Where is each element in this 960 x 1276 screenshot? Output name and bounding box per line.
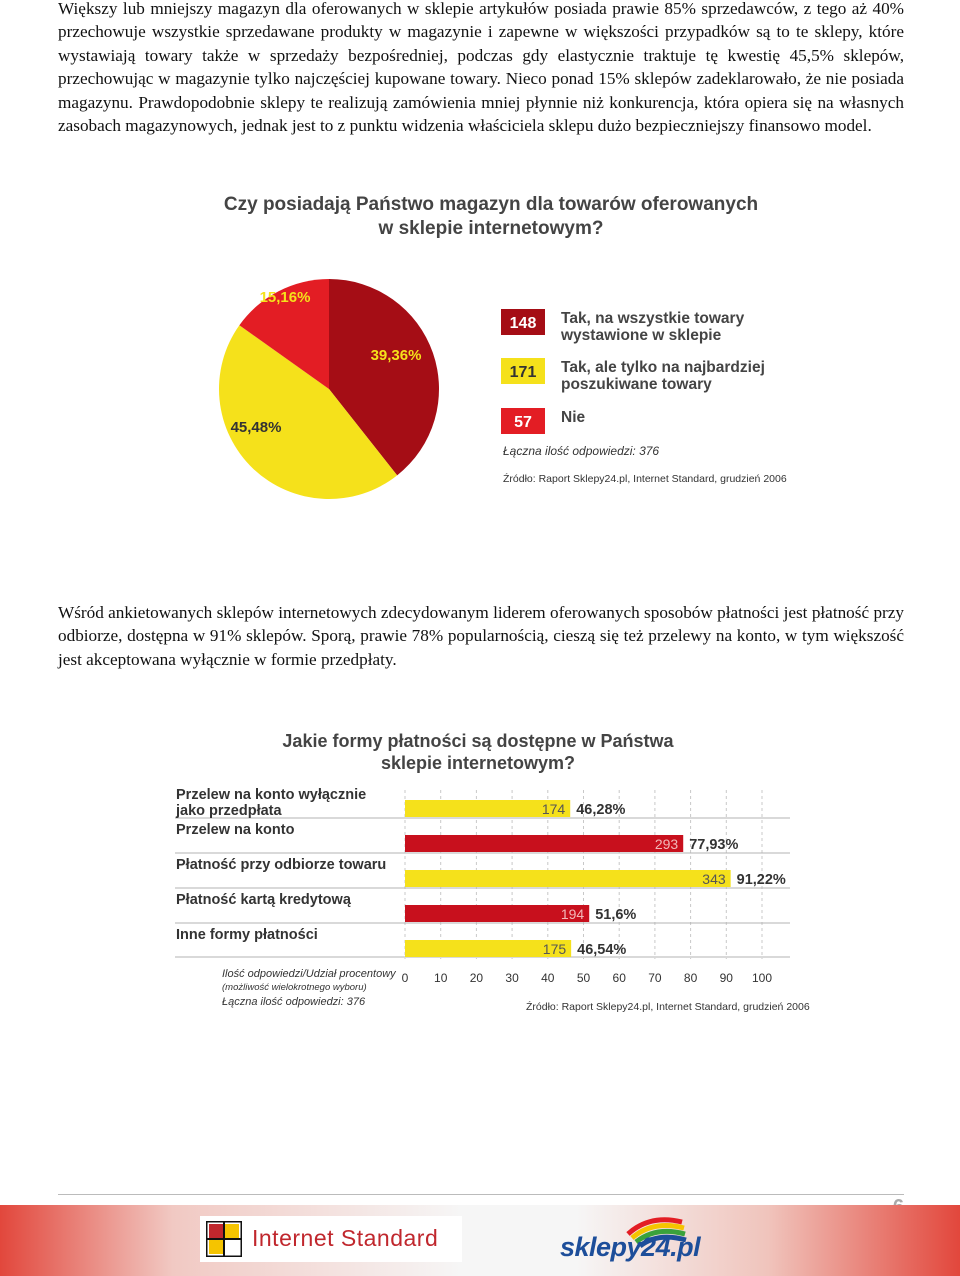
legend-label-line2: poszukiwane towary	[561, 376, 712, 393]
bar-count-label: 174	[541, 801, 566, 817]
footer-divider	[58, 1194, 904, 1195]
legend-label: Tak, na wszystkie towary	[561, 310, 745, 327]
pie-source: Źródło: Raport Sklepy24.pl, Internet Standard, grudzień 2006	[503, 473, 787, 485]
x-tick-label: 30	[505, 971, 519, 985]
bar-count-label: 293	[654, 836, 679, 852]
x-tick-label: 70	[648, 971, 662, 985]
paragraph-payments: Wśród ankietowanych sklepów internetowych zdecydowanym liderem oferowanych sposobów płatności jest płatność przy odbiorze, dostępna w 91% sklepów. Sporą, prawie 78% popularnością, cieszą się też przelewy na konto, w tym większość jest akceptowana wyłącznie w formie przedpłaty.	[58, 603, 904, 669]
internet-standard-logo	[200, 1216, 462, 1262]
bar-chart	[0, 700, 960, 1030]
x-tick-label: 10	[434, 971, 448, 985]
internet-standard-logo-mark-icon	[206, 1221, 242, 1257]
bar-category-label: Przelew na konto	[176, 822, 295, 838]
x-tick-label: 90	[719, 971, 733, 985]
pie-slices	[219, 279, 439, 499]
pie-title-line1: Czy posiadają Państwo magazyn dla towarów oferowanych	[223, 194, 759, 215]
legend-label: Nie	[561, 409, 586, 426]
bar-count-label: 194	[560, 906, 585, 922]
legend-count: 148	[509, 315, 537, 332]
bar-category-label: Przelew na konto wyłącznie	[176, 787, 367, 803]
bar-title-line1: Jakie formy płatności są dostępne w Państwa	[282, 731, 674, 751]
x-tick-label: 0	[401, 971, 409, 985]
footer-band	[0, 1205, 960, 1276]
legend-count: 57	[514, 414, 532, 431]
bar	[405, 870, 731, 887]
bar-category-label: jako przedpłata	[176, 803, 282, 819]
x-tick-label: 100	[751, 971, 773, 985]
bar-title-line2: sklepie internetowym?	[380, 753, 576, 773]
bar-percent-label: 77,93%	[689, 837, 739, 853]
bar-category-label: Płatność kartą kredytową	[176, 892, 351, 908]
bar-note-line2: (możliwość wielokrotnego wyboru)	[222, 982, 367, 993]
bar-count-label: 343	[702, 871, 726, 887]
legend-label-line2: wystawione w sklepie	[561, 327, 722, 344]
bar-rows	[175, 787, 790, 958]
pie-percent-label: 15,16%	[259, 289, 311, 306]
bar-source: Źródło: Raport Sklepy24.pl, Internet Standard, grudzień 2006	[526, 1001, 810, 1013]
pie-chart	[0, 0, 960, 560]
x-tick-label: 80	[683, 971, 698, 985]
bar-note-line1: Ilość odpowiedzi/Udział procentowy	[222, 968, 396, 980]
legend-count: 171	[509, 364, 537, 381]
pie-legend	[501, 309, 765, 434]
pie-percent-label: 45,48%	[230, 419, 282, 436]
sklepy24-logo	[558, 1212, 701, 1270]
internet-standard-logo-text: Internet Standard	[252, 1225, 439, 1251]
bar-percent-label: 91,22%	[736, 872, 786, 888]
legend-label: Tak, ale tylko na najbardziej	[561, 359, 765, 376]
x-tick-label: 20	[469, 971, 484, 985]
pie-percent-label: 39,36%	[370, 347, 422, 364]
bar	[405, 835, 683, 852]
bar-category-label: Inne formy płatności	[176, 927, 318, 943]
bar-percent-label: 46,28%	[576, 802, 626, 818]
x-tick-label: 40	[541, 971, 555, 985]
sklepy24-logo-text: sklepy24.pl	[560, 1232, 701, 1262]
pie-total-note: Łączna ilość odpowiedzi: 376	[503, 444, 660, 458]
paragraph-warehouse: Większy lub mniejszy magazyn dla oferowanych w sklepie artykułów posiada prawie 85% sprzedawców, z tego aż 40% przechowuje wszystkie sprzedawane produkty w magazynie i zapewne w większości przypadków są to te sklepy, które wystawiają towary także w sprzedaży bezpośredniej, podczas gdy elastycznie traktuje tę kwestię 45,5% sklepów, przechowując w magazynie tylko najczęściej kupowane towary. Nieco ponad 15% sklepów zadeklarowało, że nie posiada magazynu. Prawdopodobnie sklepy te realizują zamówienia mniej płynnie niż konkurencja, która opiera się na własnych zasobach magazynowych, jednak jest to z punktu widzenia właściciela sklepu dużo bezpieczniejszy finansowo model.	[58, 0, 904, 136]
bar-category-label: Płatność przy odbiorze towaru	[176, 857, 387, 873]
bar-note-line3: Łączna ilość odpowiedzi: 376	[222, 996, 366, 1008]
bar-percent-label: 46,54%	[577, 942, 627, 958]
bar-count-label: 175	[542, 941, 567, 957]
bar-percent-label: 51,6%	[595, 907, 637, 923]
pie-title-line2: w sklepie internetowym?	[378, 218, 604, 239]
x-tick-label: 50	[576, 971, 591, 985]
x-tick-label: 60	[612, 971, 626, 985]
bar-x-ticks	[402, 971, 773, 985]
